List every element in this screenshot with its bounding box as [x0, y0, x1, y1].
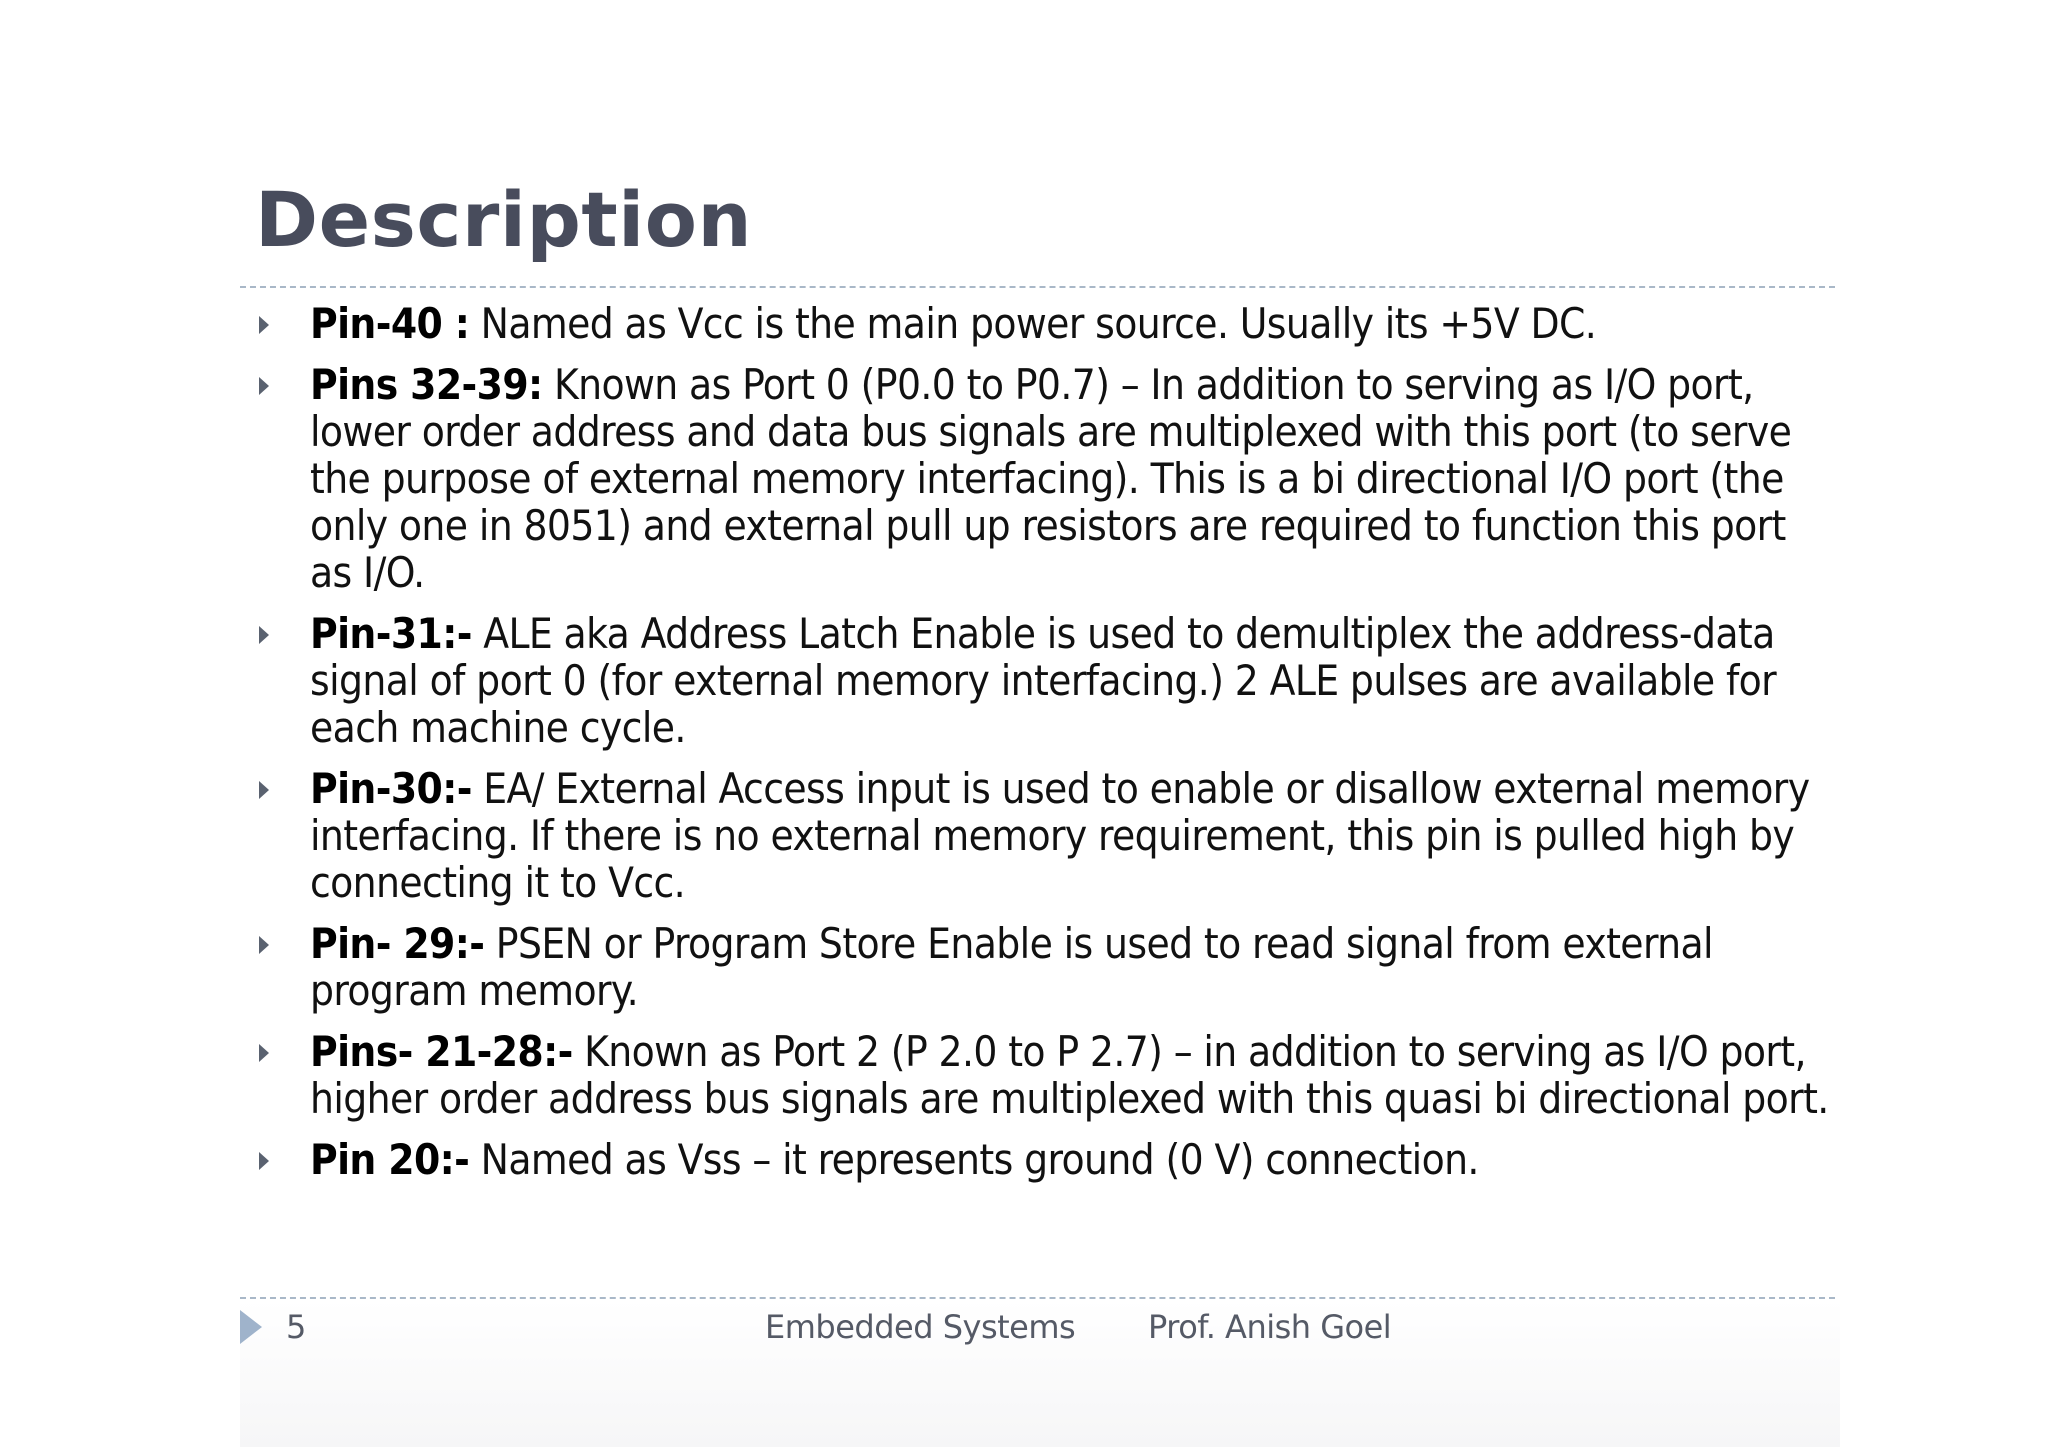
bullet-arrow-icon [259, 781, 269, 799]
bullet-item [255, 1136, 1835, 1183]
bullet-lead: Pins 32-39: [310, 360, 543, 409]
title-divider [240, 286, 1835, 288]
bullet-item [255, 300, 1835, 347]
bullet-arrow-icon [259, 377, 269, 395]
bullet-text: EA/ External Access input is used to enable or disallow external memory interfacing. If there is no external memory requirement, this pin is pulled high by connecting it to Vcc. [310, 764, 1810, 907]
bullet-lead: Pins- 21-28:- [310, 1027, 573, 1076]
page-number: 5 [286, 1308, 306, 1346]
footer-divider [240, 1297, 1835, 1299]
bullet-item [255, 1028, 1835, 1122]
bullet-arrow-icon [259, 316, 269, 334]
bullet-lead: Pin-40 : [310, 299, 470, 348]
footer-course: Embedded Systems [765, 1308, 1076, 1346]
bullet-item [255, 765, 1835, 906]
bullet-arrow-icon [259, 1152, 269, 1170]
bullet-arrow-icon [259, 626, 269, 644]
bullet-text: Known as Port 0 (P0.0 to P0.7) – In addition to serving as I/O port, lower order address and data bus signals are multiplexed with this port (to serve the purpose of external memory interfacing). This is a bi directional I/O port (the only one in 8051) and external pull up resistors are required to function this port as I/O. [310, 360, 1792, 597]
bullet-text: Named as Vcc is the main power source. Usually its +5V DC. [469, 299, 1597, 348]
bullet-lead: Pin- 29:- [310, 919, 485, 968]
bullet-item [255, 610, 1835, 751]
bullet-text: Known as Port 2 (P 2.0 to P 2.7) – in addition to serving as I/O port, higher order address bus signals are multiplexed with this quasi bi directional port. [310, 1027, 1829, 1123]
bullet-lead: Pin 20:- [310, 1135, 470, 1184]
bullet-lead: Pin-31:- [310, 609, 472, 658]
slide-title: Description [255, 175, 753, 264]
bullet-arrow-icon [259, 936, 269, 954]
footer-triangle-icon [240, 1310, 262, 1344]
bullet-item [255, 920, 1835, 1014]
bullet-text: Named as Vss – it represents ground (0 V) connection. [469, 1135, 1479, 1184]
bullet-text: PSEN or Program Store Enable is used to read signal from external program memory. [310, 919, 1713, 1015]
bullet-arrow-icon [259, 1044, 269, 1062]
bullet-list [255, 300, 1835, 1197]
footer-author: Prof. Anish Goel [1148, 1308, 1392, 1346]
bullet-lead: Pin-30:- [310, 764, 472, 813]
bullet-text: ALE aka Address Latch Enable is used to demultiplex the address-data signal of port 0 (for external memory interfacing.) 2 ALE pulses are available for each machine cycle. [310, 609, 1777, 752]
bullet-item [255, 361, 1835, 596]
